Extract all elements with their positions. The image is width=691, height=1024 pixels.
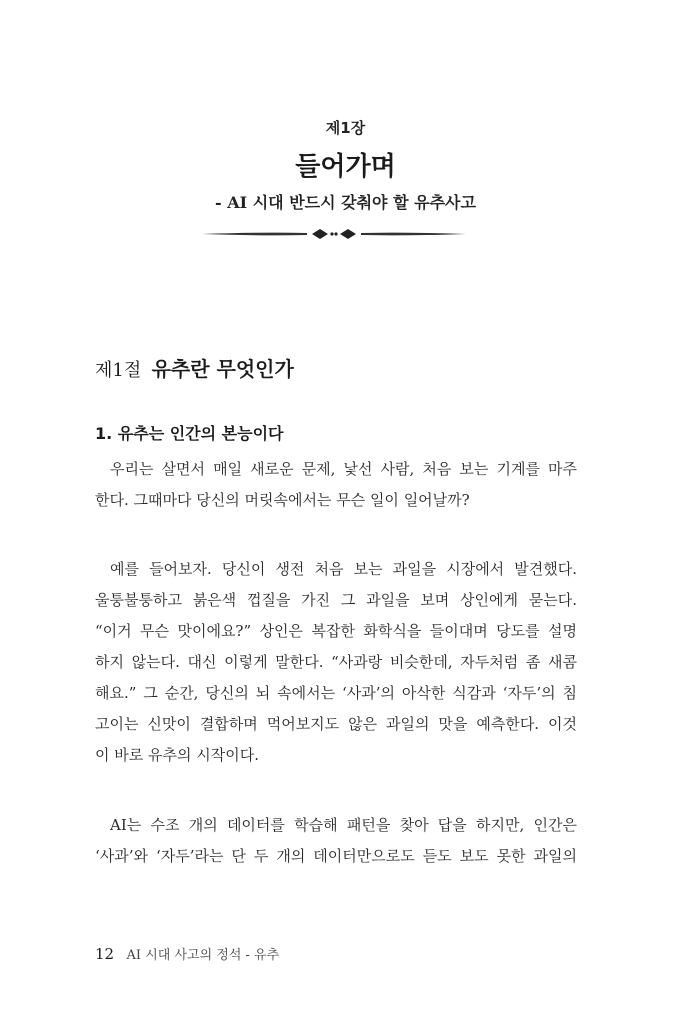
- paragraph-line: 한다. 그때마다 당신의 머릿속에서는 무슨 일이 일어날까?: [95, 491, 470, 509]
- paragraph-line: 울퉁불퉁하고 붉은색 껍질을 가진 그 과일을 보며 상인에게 묻는다.: [95, 591, 577, 609]
- section-title: 유추란 무엇인가: [151, 357, 294, 381]
- paragraph-line: 이 바로 유추의 시작이다.: [95, 746, 259, 764]
- page-number: 12: [95, 945, 115, 963]
- paragraph-line: 예를 들어보자. 당신이 생전 처음 보는 과일을 시장에서 발견했다.: [110, 560, 577, 578]
- paragraph-line: 해요.” 그 순간, 당신의 뇌 속에서는 ‘사과’의 아삭한 식감과 ‘자두’의 침: [95, 684, 577, 702]
- chapter-title: 들어가며: [295, 152, 396, 182]
- subsection-title: 1. 유추는 인간의 본능이다: [95, 424, 284, 443]
- chapter-label: 제1장: [325, 119, 366, 137]
- ornament-divider: [202, 226, 466, 242]
- paragraph-line: AI는 수조 개의 데이터를 학습해 패턴을 찾아 답을 하지만, 인간은: [110, 816, 577, 834]
- chapter-subtitle: - AI 시대 반드시 갖춰야 할 유추사고: [215, 193, 476, 212]
- paragraph-line: “이거 무슨 맛이에요?” 상인은 복잡한 화학식을 들이대며 당도를 설명: [95, 622, 577, 640]
- running-title: AI 시대 사고의 정석 - 유추: [126, 948, 280, 963]
- section-number: 제1절: [95, 360, 142, 381]
- paragraph-line: 우리는 살면서 매일 새로운 문제, 낯선 사람, 처음 보는 기계를 마주: [110, 460, 577, 478]
- paragraph-line: 하지 않는다. 대신 이렇게 말한다. “사과랑 비슷한데, 자두처럼 좀 새콤: [95, 653, 577, 671]
- page-footer: [95, 944, 279, 963]
- section-heading: [95, 353, 294, 382]
- paragraph-line: ‘사과’와 ‘자두’라는 단 두 개의 데이터만으로도 듣도 보도 못한 과일의: [95, 847, 577, 865]
- paragraph-line: 고이는 신맛이 결합하며 먹어보지도 않은 과일의 맛을 예측한다. 이것: [95, 715, 577, 733]
